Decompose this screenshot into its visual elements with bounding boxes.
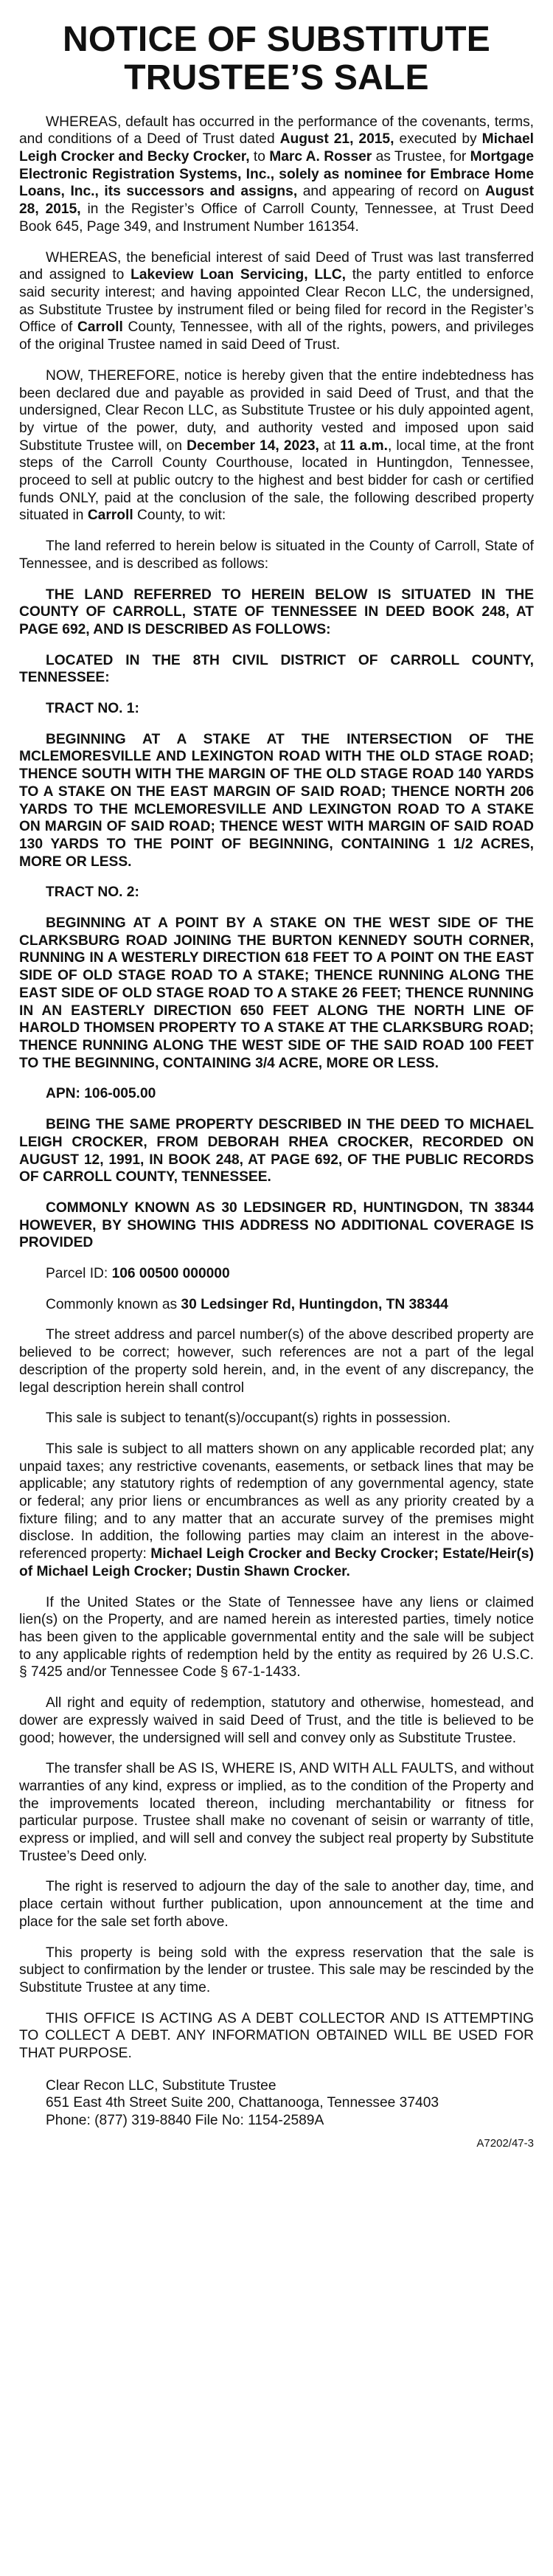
text: at — [319, 437, 341, 454]
interested-parties: Michael Leigh Crocker and Becky Crocker; Estate/Heir(s) of Michael Leigh Crocker; Dustin Shawn Crocker. — [19, 1546, 534, 1579]
text: WHEREAS, default has occurred in the performance of the covenants, terms, and conditions of a Deed of Trust dated — [19, 114, 534, 148]
trustee-name: Marc A. Rosser — [269, 149, 372, 165]
text: NOW, THEREFORE, notice is hereby given that the entire indebtedness has been declared due and payable as provided in said Deed of Trust, and that the undersigned, Clear Recon LLC, as Substitute Trustee or his duly appointed agent, by virtue of the power, duty, and authority vested and imposed upon said Substitute Trustee will, on — [19, 367, 534, 454]
paragraph-government-liens: If the United States or the State of Tennessee have any liens or claimed lien(s) on the Property, and are named herein as interested parties, timely notice has been given to the applicable governmental entity and the sale will be subject to any applicable rights of redemption held by the entity as required by 26 U.S.C. § 7425 and/or Tennessee Code § 67-1-1433. — [19, 1594, 534, 1680]
parcel-id — [19, 1265, 534, 1283]
paragraph-sale-notice — [19, 367, 534, 524]
record-date: August 28, 2015, — [19, 184, 534, 218]
county-name: Carroll — [87, 508, 133, 524]
county-name: Carroll — [77, 319, 123, 336]
deed-date: August 21, 2015, — [279, 131, 394, 148]
ad-reference-code: A7202/47-3 — [476, 2136, 534, 2150]
text: as Trustee, for — [372, 149, 470, 165]
text: to — [249, 149, 270, 165]
known-label: Commonly known as — [46, 1296, 181, 1312]
text: County, to wit: — [133, 508, 226, 524]
parcel-value: 106 00500 000000 — [111, 1266, 230, 1282]
tract-1-label: TRACT NO. 1: — [46, 701, 139, 717]
paragraph-assignment — [19, 249, 534, 354]
text: the party entitled to enforce said security interest; and having appointed Clear Recon LLC, the undersigned, as Substitute Trustee by instrument filed or being filed for record in the Register’s Office of — [19, 267, 534, 336]
sale-date: December 14, 2023, — [187, 437, 319, 454]
text: WHEREAS, the beneficial interest of said Deed of Trust was last transferred and assigned to — [19, 249, 534, 283]
paragraph-default — [19, 114, 534, 236]
text: executed by — [394, 131, 482, 148]
grantors: Michael Leigh Crocker and Becky Crocker, — [19, 131, 534, 165]
legal-district: LOCATED IN THE 8TH CIVIL DISTRICT OF CARROLL COUNTY, TENNESSEE: — [19, 652, 534, 686]
contact-line-3: Phone: (877) 319-8840 File No: 1154-2589A — [46, 2113, 324, 2129]
paragraph-adjourn: The right is reserved to adjourn the day of the sale to another day, time, and place certain without further publication, upon announcement at the time and place for the sale set forth above. — [19, 1879, 534, 1930]
text: in the Register’s Office of Carroll County, Tennessee, at Trust Deed Book 645, Page 349, and Instrument Number 161354. — [19, 201, 534, 235]
parcel-label: Parcel ID: — [46, 1266, 112, 1282]
paragraph-address-disclaimer: The street address and parcel number(s) of the above described property are believed to be correct; however, such references are not a part of the legal description of the property sold herein, and, in the event of any discrepancy, the legal description herein shall control — [19, 1327, 534, 1396]
known-address: 30 Ledsinger Rd, Huntingdon, TN 38344 — [181, 1296, 448, 1312]
paragraph-debt-collector: THIS OFFICE IS ACTING AS A DEBT COLLECTOR AND IS ATTEMPTING TO COLLECT A DEBT. ANY INFORMATION OBTAINED WILL BE USED FOR THAT PURPOSE. — [19, 2010, 534, 2062]
paragraph-confirmation: This property is being sold with the express reservation that the sale is subject to confirmation by the lender or trustee. This sale may be rescinded by the Substitute Trustee at any time. — [19, 1945, 534, 1995]
contact-line-1: Clear Recon LLC, Substitute Trustee — [46, 2077, 276, 2094]
paragraph-redemption: All right and equity of redemption, statutory and otherwise, homestead, and dower are expressly waived in said Deed of Trust, and the title is believed to be good; however, the undersigned will sell and convey only as Substitute Trustee. — [19, 1695, 534, 1746]
notice-title: NOTICE OF SUBSTITUTE TRUSTEE’S SALE — [63, 20, 490, 97]
paragraph-tenant-rights: This sale is subject to tenant(s)/occupant(s) rights in possession. — [46, 1410, 451, 1427]
sale-time: 11 a.m. — [340, 437, 388, 454]
commonly-known-caps: COMMONLY KNOWN AS 30 LEDSINGER RD, HUNTINGDON, TN 38344 HOWEVER, BY SHOWING THIS ADDRESS NO ADDITIONAL COVERAGE IS PROVIDED — [19, 1199, 534, 1251]
tract-1-description: BEGINNING AT A STAKE AT THE INTERSECTION OF THE MCLEMORESVILLE AND LEXINGTON ROAD WITH THE OLD STAGE ROAD; THENCE SOUTH WITH THE MARGIN OF THE OLD STAGE ROAD 140 YARDS TO A STAKE ON THE EAST MARGIN OF SAID ROAD; THENCE NORTH 206 YARDS TO THE MCLEMORESVILLE AND LEXINGTON ROAD TO A STAKE ON MARGIN OF SAID ROAD; THENCE WEST WITH MARGIN OF SAID ROAD 130 YARDS TO THE POINT OF BEGINNING, CONTAINING 1 1/2 ACRES, MORE OR LESS. — [19, 731, 534, 870]
text: County, Tennessee, with all of the rights, powers, and privileges of the original Trustee named in said Deed of Trust. — [19, 319, 534, 353]
tract-2-label: TRACT NO. 2: — [46, 884, 139, 901]
paragraph-land-intro: The land referred to herein below is situated in the County of Carroll, State of Tennessee, and is described as follows: — [19, 539, 534, 572]
text: This sale is subject to all matters shown on any applicable recorded plat; any unpaid taxes; any restrictive covenants, easements, or setback lines that may be applicable; any statutory rights of redemption of any governmental agency, state or federal; any prior liens or encumbrances as well as any priority created by a fixture filing; and to any matter that an accurate survey of the premises might disclose. In addition, the following parties may claim an interest in the above-referenced property: — [19, 1441, 534, 1562]
commonly-known — [19, 1296, 534, 1314]
beneficiary: Mortgage Electronic Registration Systems, Inc., solely as nominee for Embrace Home Loans, Inc., its successors and assigns, — [19, 149, 534, 200]
apn: APN: 106-005.00 — [46, 1086, 156, 1102]
text: , local time, at the front steps of the Carroll County Courthouse, located in Huntingdon, Tennessee, proceed to sell at public outcry to the highest and best bidder for cash or certified funds ONLY, paid at the conclusion of the sale, the following described property situated in — [19, 437, 534, 524]
contact-line-2: 651 East 4th Street Suite 200, Chattanooga, Tennessee 37403 — [46, 2095, 439, 2111]
paragraph-subject-matters — [19, 1441, 534, 1581]
paragraph-as-is: The transfer shall be AS IS, WHERE IS, AND WITH ALL FAULTS, and without warranties of any kind, express or implied, as to the condition of the Property and the improvements located thereon, including merchantability or fitness for particular purpose. Trustee shall make no covenant of seisin or warranty of title, express or implied, and will sell and convey the subject real property by Substitute Trustee’s Deed only. — [19, 1761, 534, 1864]
deed-reference: BEING THE SAME PROPERTY DESCRIBED IN THE DEED TO MICHAEL LEIGH CROCKER, FROM DEBORAH RHEA CROCKER, RECORDED ON AUGUST 12, 1991, IN BOOK 248, AT PAGE 692, OF THE PUBLIC RECORDS OF CARROLL COUNTY, TENNESSEE. — [19, 1117, 534, 1185]
tract-2-description: BEGINNING AT A POINT BY A STAKE ON THE WEST SIDE OF THE CLARKSBURG ROAD JOINING THE BURTON KENNEDY SOUTH CORNER, RUNNING IN A WESTERLY DIRECTION 618 FEET TO A POINT ON THE EAST SIDE OF OLD STAGE ROAD TO A STAKE; THENCE RUNNING ALONG THE EAST SIDE OF OLD STAGE ROAD TO A STAKE 26 FEET; THENCE RUNNING IN AN EASTERLY DIRECTION 650 FEET ALONG THE NORTH LINE OF HAROLD THOMSEN PROPERTY TO A STAKE AT THE CLARKSBURG ROAD; THENCE RUNNING ALONG THE WEST SIDE OF THE SAID ROAD 100 FEET TO THE BEGINNING, CONTAINING 3/4 ACRE, MORE OR LESS. — [19, 915, 534, 1071]
legal-description-intro: THE LAND REFERRED TO HEREIN BELOW IS SITUATED IN THE COUNTY OF CARROLL, STATE OF TENNESSEE IN DEED BOOK 248, AT PAGE 692, AND IS DESCRIBED AS FOLLOWS: — [19, 586, 534, 637]
text: and appearing of record on — [297, 184, 485, 200]
assignee: Lakeview Loan Servicing, LLC, — [131, 267, 346, 283]
trustee-contact — [19, 2077, 534, 2130]
